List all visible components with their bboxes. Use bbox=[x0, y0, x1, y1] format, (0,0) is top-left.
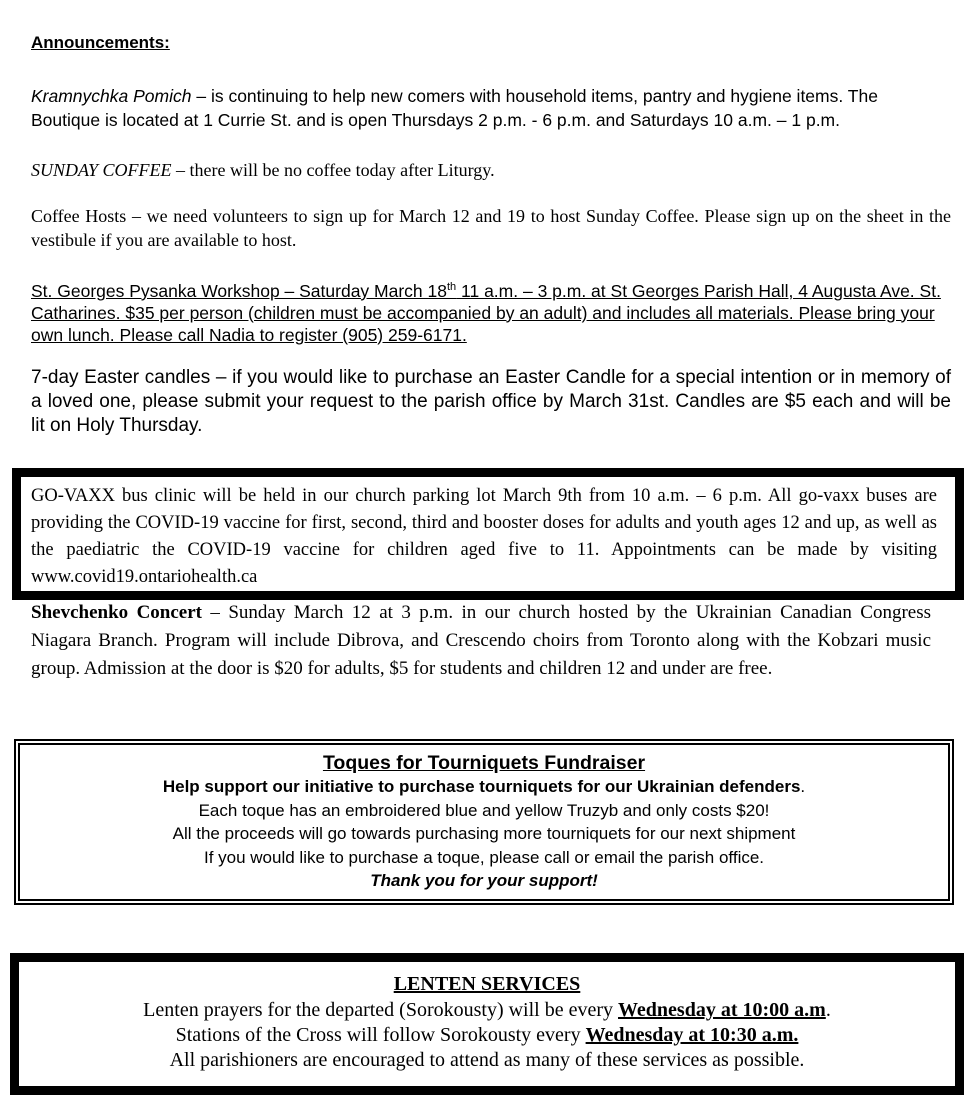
announcements-heading: Announcements: bbox=[31, 33, 170, 52]
sunday-coffee-text: – there will be no coffee today after Liturgy. bbox=[171, 160, 495, 180]
toques-fundraiser-box bbox=[14, 739, 954, 905]
pysanka-text-end: 11 a.m. – 3 p.m. at St Georges Parish Hall, 4 Augusta Ave. St. Catharines. $35 per person (children must be accompanied by an adult) and includes all materials. Please bring your own lunch. Please call Nadia to register (905) 259-6171. bbox=[31, 280, 941, 345]
lenten-line-2-time: Wednesday at 10:30 a.m. bbox=[585, 1024, 799, 1046]
lenten-line-2-text: Stations of the Cross will follow Sorokousty every bbox=[175, 1024, 586, 1046]
toques-title: Toques for Tourniquets Fundraiser bbox=[322, 752, 646, 774]
lenten-line-1-end: . bbox=[825, 999, 831, 1021]
lenten-title: LENTEN SERVICES bbox=[393, 973, 581, 995]
toques-support-bold: Help support our initiative to purchase tourniquets for our Ukrainian defenders bbox=[162, 777, 801, 796]
go-vaxx-box bbox=[12, 468, 964, 600]
easter-candles-paragraph: 7-day Easter candles – if you would like to purchase an Easter Candle for a special intention or in memory of a loved one, please submit your request to the parish office by March 31st. Candles are $5 each and will be lit on Holy Thursday. bbox=[31, 367, 951, 436]
shevchenko-name: Shevchenko Concert bbox=[31, 602, 202, 623]
toques-line-3: All the proceeds will go towards purchasing more tourniquets for our next shipment bbox=[172, 824, 796, 843]
sunday-coffee-paragraph bbox=[31, 158, 951, 182]
toques-support-period: . bbox=[800, 777, 806, 796]
coffee-hosts-paragraph: Coffee Hosts – we need volunteers to sign up for March 12 and 19 to host Sunday Coffee. Please sign up on the sheet in the vestibule if you are available to host. bbox=[31, 206, 951, 250]
kramnychka-paragraph bbox=[31, 84, 951, 132]
kramnychka-text: – is continuing to help new comers with household items, pantry and hygiene items. The Boutique is located at 1 Currie St. and is open Thursdays 2 p.m. - 6 p.m. and Saturdays 10 a.m. – 1 p.m. bbox=[31, 86, 878, 130]
lenten-line-2 bbox=[19, 1023, 955, 1048]
pysanka-text-start: St. Georges Pysanka Workshop – Saturday March 18 bbox=[31, 280, 447, 301]
lenten-services-box bbox=[10, 953, 964, 1095]
pysanka-superscript: th bbox=[447, 281, 457, 293]
lenten-line-1-time: Wednesday at 10:00 a.m bbox=[618, 999, 826, 1021]
sunday-coffee-name: SUNDAY COFFEE bbox=[31, 160, 172, 180]
toques-support-line bbox=[20, 775, 948, 799]
pysanka-workshop-paragraph bbox=[31, 276, 951, 346]
shevchenko-concert-paragraph bbox=[31, 599, 931, 683]
lenten-line-1-text: Lenten prayers for the departed (Sorokousty) will be every bbox=[143, 999, 619, 1021]
toques-thanks: Thank you for your support! bbox=[370, 871, 598, 890]
kramnychka-name: Kramnychka Pomich bbox=[31, 86, 192, 106]
toques-line-4: If you would like to purchase a toque, please call or email the parish office. bbox=[203, 847, 765, 867]
lenten-line-3: All parishioners are encouraged to attend as many of these services as possible. bbox=[169, 1049, 805, 1071]
go-vaxx-text: GO-VAXX bus clinic will be held in our church parking lot March 9th from 10 a.m. – 6 p.m. All go-vaxx buses are providing the COVID-19 vaccine for first, second, third and booster doses for adults and youth ages 12 and up, as well as the paediatric the COVID-19 vaccine for children aged five to 11. Appointments can be made by visiting www.covid19.ontariohealth.ca bbox=[31, 486, 937, 587]
toques-line-2: Each toque has an embroidered blue and yellow Truzyb and only costs $20! bbox=[198, 800, 770, 820]
lenten-line-1 bbox=[19, 998, 955, 1023]
shevchenko-text: – Sunday March 12 at 3 p.m. in our church hosted by the Ukrainian Canadian Congress Niagara Branch. Program will include Dibrova, and Crescendo choirs from Toronto along with the Kobzari music group. Admission at the door is $20 for adults, $5 for students and children 12 and under are free. bbox=[31, 602, 931, 679]
